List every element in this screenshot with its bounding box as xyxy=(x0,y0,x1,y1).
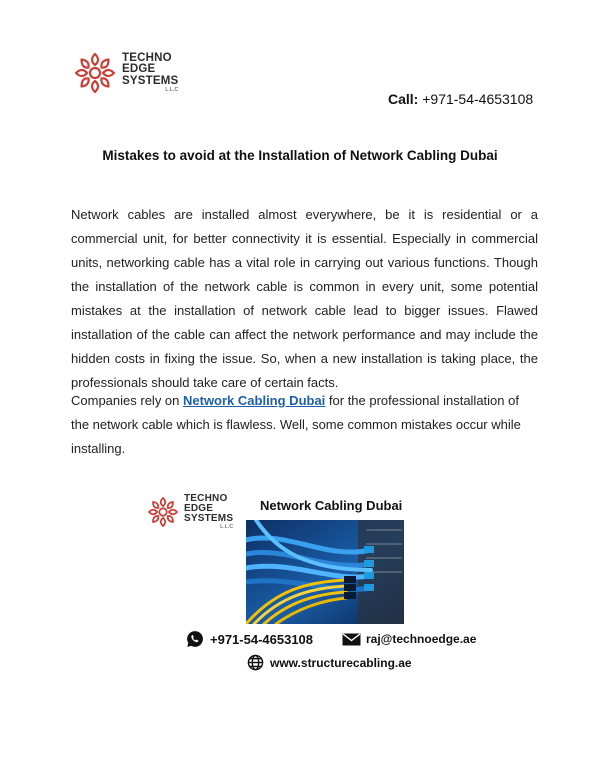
paragraph-text-before: Companies rely on xyxy=(71,393,183,408)
banner-logo-line2: EDGE xyxy=(184,503,214,514)
banner-email[interactable] xyxy=(342,632,476,646)
network-cables-photo xyxy=(246,520,404,624)
banner-logo-line3: SYSTEMS xyxy=(184,513,234,524)
paragraph-text-after: for the professional installation of the network cable which is flawless. Well, some common mistakes occur while installing. xyxy=(71,393,521,456)
mail-icon xyxy=(342,633,361,646)
banner-phone-text: +971-54-4653108 xyxy=(210,631,314,647)
paragraph-companies xyxy=(71,389,538,461)
banner-logo xyxy=(146,494,233,530)
call-number[interactable]: +971-54-4653108 xyxy=(422,91,534,107)
banner-website-text: www.structurecabling.ae xyxy=(270,655,412,670)
banner-logo-line1: TECHNO xyxy=(184,493,228,504)
network-cabling-dubai-link[interactable]: Network Cabling Dubai xyxy=(183,393,326,408)
banner-logo-suffix: L.L.C xyxy=(220,524,234,530)
logo-suffix: L.L.C xyxy=(165,87,179,94)
logo-text-line2: EDGE xyxy=(122,63,156,76)
banner-phone[interactable] xyxy=(186,630,313,648)
logo-text-line3: SYSTEMS xyxy=(122,74,179,87)
whatsapp-icon xyxy=(186,630,204,648)
document-title: Mistakes to avoid at the Installation of Network Cabling Dubai xyxy=(102,148,498,163)
logo-mark-icon xyxy=(72,50,118,96)
logo-text-line1: TECHNO xyxy=(122,51,172,64)
company-logo xyxy=(72,50,178,96)
globe-icon xyxy=(247,654,264,671)
banner-website[interactable] xyxy=(247,654,412,671)
call-label: Call: xyxy=(388,91,419,107)
banner-title: Network Cabling Dubai xyxy=(260,498,403,513)
banner-email-text: raj@technoedge.ae xyxy=(366,632,477,646)
call-line xyxy=(388,91,533,107)
logo-mark-icon xyxy=(146,495,180,529)
paragraph-intro: Network cables are installed almost everywhere, be it is residential or a commercial unit, for better connectivity it is essential. Especially in commercial units, networking cable has a vital role in carrying out various functions. Though the installation of the network cable is common in every unit, some potential mistakes at the installation of network cable lead to bigger issues. Flawed installation of the cable can affect the network performance and may include the hidden costs in fixing the issue. So, when a new installation is taking place, the professionals should take care of certain facts. xyxy=(71,207,538,390)
